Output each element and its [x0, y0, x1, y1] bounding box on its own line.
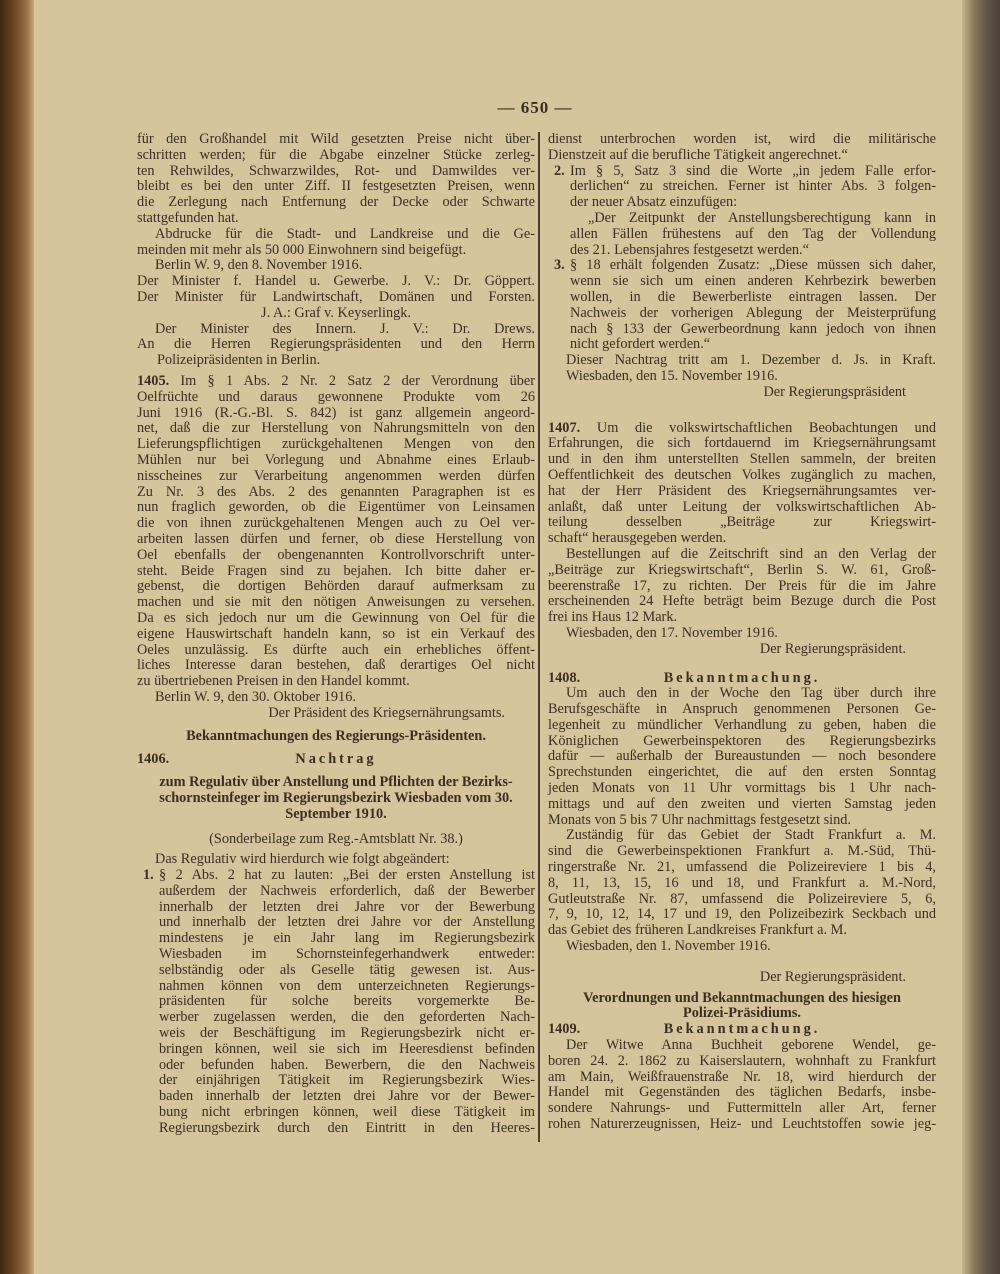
heading-line: schornsteinfeger im Regierungsbezirk Wiesbaden vom 30.: [159, 789, 513, 806]
text-line: Wiesbaden, den 17. November 1916.: [566, 624, 778, 641]
text-line: weis der Beschäftigung im Regierungsbezirk nicht er-: [159, 1025, 535, 1042]
text-block: [548, 1038, 936, 1133]
text-line: nahmen können von dem unterzeichneten Regierungs-: [159, 977, 535, 994]
item-number: 1.: [143, 867, 154, 884]
left-column: [137, 132, 535, 1137]
text-line: bung nicht erbringen können, weil diese Tätigkeit im: [159, 1104, 535, 1121]
numbered-item: [548, 258, 936, 353]
text-line: Wiesbaden, den 15. November 1916.: [566, 367, 778, 384]
text-line: außerdem der Nachweis erforderlich, daß der Bewerber: [159, 882, 535, 899]
text-line: gebenst, die dortigen Behörden darauf aufmerksam zu: [137, 578, 535, 595]
text-line: nicht gefordert werden.“: [570, 336, 711, 353]
text-line: [137, 374, 535, 390]
numbered-item: [548, 164, 936, 211]
text-line: Der Präsident des Kriegsernährungsamts.: [268, 704, 505, 721]
text-line: bleibt es bei den unter Ziff. II festgesetzten Preisen, wenn: [137, 178, 535, 195]
text-line: arbeiten lassen dürfen und ferner, ob diese Herstellung von: [137, 530, 535, 547]
text-line: legenheit zu mündlicher Verhandlung zu geben, haben die: [548, 716, 936, 733]
text-line: Dienstzeit auf die berufliche Tätigkeit angerechnet.“: [548, 146, 848, 163]
section-title: Bekanntmachung.: [663, 1021, 821, 1038]
text-line: ringerstraße Nr. 21, umfassend die Polizeireviere 1 bis 4,: [548, 859, 936, 876]
text-line: Dieser Nachtrag tritt am 1. Dezember d. Js. in Kraft.: [566, 352, 936, 369]
text-line: liches Interesse daran bestehen, daß derartiges Oel nicht: [137, 657, 535, 674]
text-line: Regierungsbezirk durch den Eintritt in den Heeres-: [159, 1119, 535, 1136]
heading-line: Verordnungen und Bekanntmachungen des hiesigen: [583, 989, 901, 1006]
text-line: anlaßt, daß unter Leitung der volkswirtschaftlichen Ab-: [548, 498, 936, 515]
text-line: [548, 421, 936, 437]
page-edge: [962, 0, 1000, 1274]
text-line: das Gebiet des früheren Landkreises Frankfurt a. M.: [548, 922, 847, 939]
text-line: werber zugelassen werden, die den geforderten Nach-: [159, 1009, 535, 1026]
text-line: schritten werden; für die Abgabe einzelner Stücke zerleg-: [137, 146, 535, 163]
text-line: wollen, in die Bewerberliste eintragen lassen. Der: [570, 288, 936, 305]
text-line: Der Minister des Innern. J. V.: Dr. Drews.: [155, 320, 535, 337]
text-line: rohen Naturerzeugnissen, Heiz- und Leuchtstoffen sowie jeg-: [548, 1116, 936, 1133]
text-line: Wiesbaden im Schornsteinfegerhandwerk entweder:: [159, 946, 535, 963]
text-line: derlichen“ zu streichen. Ferner ist hinter Abs. 3 folgen-: [570, 178, 936, 195]
text-line: Polizeipräsidenten in Berlin.: [157, 352, 321, 369]
text-line: Oeles unzulässig. Es dürfte auch ein erhebliches öffent-: [137, 641, 535, 658]
text-block: [137, 775, 535, 822]
text-line: Der Minister f. Handel u. Gewerbe. J. V.: Dr. Göppert.: [137, 273, 535, 290]
text-line: jeden Monats von 11 Uhr vormittags bis 1 Uhr nach-: [548, 780, 936, 797]
text-line: stattgefunden hat.: [137, 209, 239, 226]
text-line: die Zerlegung nach Entfernung der Decke oder Schwarte: [137, 194, 535, 211]
section-number: 1405.: [137, 372, 170, 389]
text-line: bringen können, weil sie sich im Heeresdienst befinden: [159, 1040, 535, 1057]
text-line-content: Um die volkswirtschaftlichen Beobachtungen und: [596, 419, 937, 436]
text-line: Der Regierungspräsident.: [759, 640, 906, 657]
text-line: ten Rehwildes, Schwarzwildes, Rot- und Damwildes ver-: [137, 162, 535, 179]
text-line: machen und sie mit den nötigen Anweisungen zu versehen.: [137, 594, 535, 611]
text-block: [137, 322, 535, 338]
text-line: Oel ebenfalls der obengenannten Kontrollvorschrift unter-: [137, 546, 535, 563]
section-title: Nachtrag: [295, 751, 377, 768]
text-line: schaft“ herausgegeben werden.: [548, 530, 727, 547]
text-line: „Der Zeitpunkt der Anstellungsberechtigung kann in: [588, 209, 936, 226]
text-line: sondere Nahrungs- und Futtermitteln aller Art, ferner: [548, 1100, 936, 1117]
text-line: „Beiträge zur Kriegswirtschaft“, Berlin S. W. 61, Groß-: [548, 561, 936, 578]
text-line: mittags und auf den zweiten und vierten Samstag jeden: [548, 795, 936, 812]
text-line: § 18 erhält folgenden Zusatz: „Diese müssen sich daher,: [570, 257, 936, 274]
text-block: [548, 671, 936, 687]
text-line: Um auch den in der Woche den Tag über durch ihre: [566, 685, 936, 702]
text-block: [548, 991, 936, 1023]
text-line: eigene Hauswirtschaft handeln kann, so ist ein Verkauf des: [137, 625, 535, 642]
text-block: [548, 970, 936, 986]
text-line: Berufsgeschäfte in Anspruch genommenen Personen Ge-: [548, 701, 936, 718]
text-block: [548, 642, 936, 658]
text-line: Der Regierungspräsident.: [759, 968, 906, 985]
heading-line: Bekanntmachungen des Regierungs-Präsidenten.: [186, 728, 486, 745]
section-number: 1406.: [137, 751, 170, 768]
text-line: Berlin W. 9, den 8. November 1916.: [155, 257, 363, 274]
text-line: An die Herren Regierungspräsidenten und den Herrn: [137, 336, 535, 353]
text-block: [137, 227, 535, 259]
text-line: 8, 11, 13, 15, 16 und 18, und Frankfurt a. M.-Nord,: [548, 874, 936, 891]
heading-line: zum Regulativ über Anstellung und Pflichten der Bezirks-: [159, 774, 513, 791]
section-number: 1409.: [548, 1021, 581, 1038]
text-block: [548, 421, 936, 547]
text-line-content: Im § 1 Abs. 2 Nr. 2 Satz 2 der Verordnung über: [180, 372, 535, 389]
text-line: innerhalb der letzten drei Jahre vor der Bewerbung: [159, 898, 535, 915]
text-line: und in den ihm unterstellten Stellen sammeln, der breiten: [548, 451, 936, 468]
book-binding: [0, 0, 34, 1274]
text-block: [137, 258, 535, 274]
section-number: 1408.: [548, 669, 581, 686]
text-line: Lieferungspflichtigen zurückgehaltenen Mengen von den: [137, 436, 535, 453]
text-line: für den Großhandel mit Wild gesetzten Preise nicht über-: [137, 131, 535, 147]
text-line: teilung desselben „Beiträge zur Kriegswirt-: [548, 514, 936, 531]
text-line: der einjährigen Tätigkeit im Regierungsbezirk Wies-: [159, 1072, 535, 1089]
text-line: meinden mit mehr als 50 000 Einwohnern sind beigefügt.: [137, 241, 467, 258]
text-block: [548, 132, 936, 164]
text-block: [137, 132, 535, 227]
text-line: hat der Herr Präsident des Kriegsernährungsamtes ver-: [548, 482, 936, 499]
text-line: Bestellungen auf die Zeitschrift sind an den Verlag der: [566, 545, 936, 562]
text-block: [137, 337, 535, 369]
text-line: Abdrucke für die Stadt- und Landkreise und die Ge-: [155, 225, 535, 242]
text-block: [548, 211, 936, 258]
text-block: [137, 729, 535, 745]
text-line: am Main, Weißfrauenstraße Nr. 18, wird hierdurch der: [548, 1068, 936, 1085]
text-line: Im § 5, Satz 3 sind die Worte „in jedem Falle erfor-: [570, 162, 936, 179]
text-block: [137, 290, 535, 306]
section-heading: [548, 1022, 936, 1038]
text-line: Oeffentlichkeit des deutschen Volkes zugänglich zu machen,: [548, 466, 936, 483]
text-block: [137, 852, 535, 868]
text-block: [548, 686, 936, 828]
text-line: nach § 133 der Gewerbeordnung kann jedoch von ihnen: [570, 320, 936, 337]
text-block: [137, 306, 535, 322]
text-line: (Sonderbeilage zum Reg.-Amtsblatt Nr. 38.): [209, 831, 463, 848]
text-line: Königlichen Gewerbeinspektoren des Regierungsbezirks: [548, 732, 936, 749]
text-block: [137, 706, 535, 722]
text-block: [137, 832, 535, 848]
heading-line: September 1910.: [285, 805, 387, 822]
text-line: Berlin W. 9, den 30. Oktober 1916.: [155, 688, 356, 705]
text-line: Zu Nr. 3 des Abs. 2 des genannten Paragraphen ist es: [137, 483, 535, 500]
text-block: [548, 828, 936, 939]
page-number: — 650 —: [497, 98, 573, 117]
section-number: 1407.: [548, 419, 581, 436]
text-line: Das Regulativ wird hierdurch wie folgt abgeändert:: [155, 851, 450, 868]
text-block: [548, 369, 936, 385]
text-block: [137, 274, 535, 290]
text-block: [137, 374, 535, 690]
text-line: Der Witwe Anna Buchheit geborene Wendel, ge-: [566, 1037, 936, 1054]
text-block: [548, 353, 936, 369]
section-heading: [137, 752, 535, 768]
numbered-item: [137, 868, 535, 1137]
text-line: Erfahrungen, die sich fortdauernd im Kriegsernährungsamt: [548, 435, 936, 452]
text-line: nisscheines zur Verarbeitung angenommen werden dürfen: [137, 467, 535, 484]
text-line: steht. Beide Fragen sind zu bejahen. Ich bitte daher er-: [137, 562, 535, 579]
text-line: wenn sie sich um einen anderen Kehrbezirk bewerben: [570, 273, 936, 290]
text-line: präsidenten für solche bereits vorgemerkte Be-: [159, 993, 535, 1010]
text-block: [548, 1022, 936, 1038]
text-block: [548, 939, 936, 955]
text-line: baden innerhalb der letzten drei Jahre vor der Bewer-: [159, 1088, 535, 1105]
text-block: [548, 385, 936, 401]
text-line: Mühlen nur bei Vorlegung und Abnahme eines Erlaub-: [137, 451, 535, 468]
text-line: dienst unterbrochen worden ist, wird die militärische: [548, 131, 936, 147]
text-line: beerenstraße 17, zu richten. Der Preis für die im Jahre: [548, 577, 936, 594]
text-line: Juni 1916 (R.-G.-Bl. S. 842) ist ganz allgemein angeord-: [137, 404, 535, 421]
text-line: Oelfrüchte und daraus gewonnene Produkte vom 26: [137, 388, 535, 405]
text-line: boren 24. 2. 1862 zu Kaiserslautern, wohnhaft zu Frankfurt: [548, 1052, 936, 1069]
item-number: 3.: [554, 257, 565, 274]
text-line: dafür — außerhalb der Bureaustunden — noch besondere: [548, 748, 936, 765]
text-line: Gutleutstraße Nr. 87, umfassend die Polizeireviere 5, 6,: [548, 890, 936, 907]
section-heading: [548, 671, 936, 687]
text-block: [137, 752, 535, 768]
text-line: Sprechstunden eingerichtet, die auf den ersten Sonntag: [548, 764, 936, 781]
item-number: 2.: [554, 162, 565, 179]
heading-line: Polizei-Präsidiums.: [683, 1005, 801, 1022]
text-line: nun fraglich geworden, ob die Eigentümer von Leinsamen: [137, 499, 535, 516]
text-line: des 21. Lebensjahres festgesetzt werden.“: [570, 241, 809, 258]
text-block: [548, 547, 936, 626]
text-line: Zuständig für das Gebiet der Stadt Frankfurt a. M.: [566, 827, 936, 844]
text-line: Der Regierungspräsident: [763, 383, 906, 400]
text-line: 7, 9, 10, 12, 14, 17 und 19, den Polizeibezirk Seckbach und: [548, 906, 936, 923]
text-line: selbständig oder als Geselle tätig gewesen ist. Aus-: [159, 961, 535, 978]
text-line: der neuer Absatz einzufügen:: [570, 194, 738, 211]
text-line: Nachweis der vorherigen Ablegung der Meisterprüfung: [570, 304, 936, 321]
text-line: die von ihnen zurückgehaltenen Mengen auch zu Oel ver-: [137, 515, 535, 532]
text-line: net, daß die zur Herstellung von Nahrungsmitteln von den: [137, 420, 535, 437]
right-column: [548, 132, 936, 1133]
text-line: J. A.: Graf v. Keyserlingk.: [261, 304, 411, 321]
text-line: allen Fällen frühestens auf den Tag der Vollendung: [570, 225, 936, 242]
text-line: mindestens je ein Jahr lang im Regierungsbezirk: [159, 930, 535, 947]
text-line: Monats von 5 bis 7 Uhr nachmittags festgesetzt sind.: [548, 811, 851, 828]
text-block: [137, 690, 535, 706]
text-line: sind die Gewerbeinspektionen Frankfurt a. M.-Süd, Thü-: [548, 843, 936, 860]
text-line: und innerhalb der letzten drei Jahre vor der Anstellung: [159, 914, 535, 931]
text-line: Wiesbaden, den 1. November 1916.: [566, 938, 771, 955]
text-line: frei ins Haus 12 Mark.: [548, 609, 678, 626]
text-line: § 2 Abs. 2 hat zu lauten: „Bei der ersten Anstellung ist: [159, 867, 535, 884]
text-line: erscheinenden 24 Hefte beträgt beim Bezuge durch die Post: [548, 593, 936, 610]
text-line: oder befunden haben. Bewerbern, die den Nachweis: [159, 1056, 535, 1073]
text-block: [548, 626, 936, 642]
text-line: Handel mit Gegenständen des täglichen Bedarfs, insbe-: [548, 1084, 936, 1101]
text-line: zu übertriebenen Preisen in den Handel kommt.: [137, 673, 410, 690]
text-line: Der Minister für Landwirtschaft, Domänen und Forsten.: [137, 288, 535, 305]
section-title: Bekanntmachung.: [663, 669, 821, 686]
text-line: Da es sich jedoch nur um die Gewinnung von Oel für die: [137, 609, 535, 626]
column-divider: [538, 132, 540, 1142]
